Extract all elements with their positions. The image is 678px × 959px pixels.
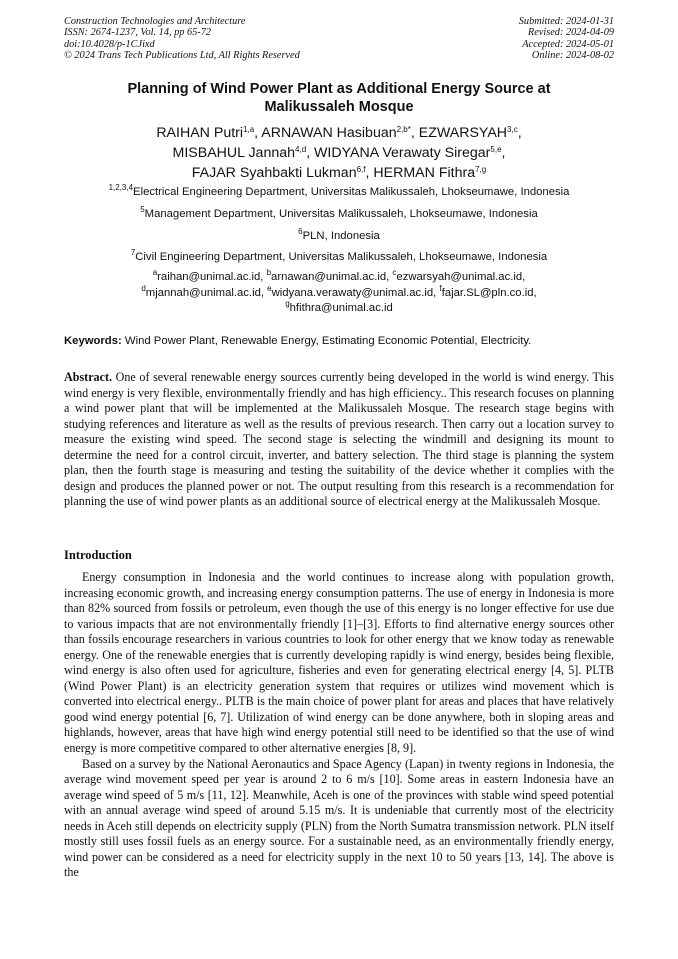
email-sup: a bbox=[152, 268, 158, 277]
author-name: ARNAWAN Hasibuan bbox=[261, 125, 397, 141]
author-sup: 7,g bbox=[475, 165, 487, 174]
author-name: HERMAN Fithra bbox=[373, 165, 476, 181]
email-address[interactable]: mjannah@unimal.ac.id, bbox=[145, 286, 268, 299]
keywords bbox=[64, 334, 614, 348]
email-address[interactable]: raihan@unimal.ac.id, bbox=[157, 271, 267, 283]
author-line-2 bbox=[64, 143, 614, 163]
author-sep: , bbox=[254, 125, 262, 141]
author-sup: 3,c bbox=[507, 125, 518, 134]
introduction-heading: Introduction bbox=[64, 548, 132, 562]
email-line-2 bbox=[64, 283, 614, 302]
author-name: RAIHAN Putri bbox=[156, 125, 244, 141]
affiliation bbox=[64, 207, 614, 221]
author-sup: 6,f bbox=[356, 165, 366, 174]
email-sup: c bbox=[392, 268, 397, 277]
author-name: MISBAHUL Jannah bbox=[172, 145, 296, 161]
author-line-1 bbox=[64, 123, 614, 143]
email-line-1 bbox=[64, 270, 614, 286]
email-sup: e bbox=[267, 283, 272, 293]
author-sup: 5,e bbox=[490, 145, 502, 154]
date-revised: Revised: 2024-04-09 bbox=[527, 27, 614, 39]
affiliation bbox=[64, 185, 614, 199]
date-accepted: Accepted: 2024-05-01 bbox=[522, 38, 614, 50]
email-sup: b bbox=[266, 268, 272, 277]
email-address[interactable]: hfithra@unimal.ac.id bbox=[289, 302, 393, 315]
journal-copyright: © 2024 Trans Tech Publications Ltd, All Rights Reserved bbox=[64, 50, 300, 62]
affiliation bbox=[64, 250, 614, 264]
journal-issn: ISSN: 2674-1237, Vol. 14, pp 65-72 bbox=[64, 27, 212, 39]
keywords-label: Keywords: bbox=[64, 335, 122, 347]
keywords-text: Wind Power Plant, Renewable Energy, Estimating Economic Potential, Electricity. bbox=[121, 335, 532, 347]
paragraph: Based on a survey by the National Aeronautics and Space Agency (Lapan) in twenty regions in Indonesia, the average wind movement speed per year is around 2 to 6 m/s [10]. Some areas in eastern Indonesia have an average wind speed of 5 m/s [11, 12]. Meanwhile, Aceh is one of the provinces with stable wind speed potential with an annual average wind speed of around 5.15 m/s. It is undeniable that currently most of the electricity needs in Aceh still depends on electricity supply (PLN) from the North Sumatra transmission network. PLN itself mostly still uses fossil fuels as an energy source. For a sustainable need, as an environmentally friendly energy, wind power can be considered as a need for electricity supply in the next 10 to 50 years [13, 14]. The above is the bbox=[64, 756, 614, 880]
journal-doi: doi:10.4028/p-1CJixd bbox=[64, 38, 155, 50]
title-line-2: Malikussaleh Mosque bbox=[264, 99, 414, 115]
date-submitted: Submitted: 2024-01-31 bbox=[518, 16, 614, 27]
email-sup: d bbox=[141, 283, 146, 293]
introduction-body bbox=[64, 570, 614, 881]
author-name: FAJAR Syahbakti Lukman bbox=[191, 165, 357, 181]
affiliation-sup: 1,2,3,4 bbox=[108, 183, 134, 192]
abstract bbox=[64, 370, 614, 510]
title-line-1: Planning of Wind Power Plant as Additional Energy Source at bbox=[127, 81, 551, 97]
author-sup: 4,d bbox=[295, 145, 307, 154]
date-online: Online: 2024-08-02 bbox=[531, 50, 614, 62]
affiliation-text: PLN, Indonesia bbox=[302, 230, 380, 242]
affiliation-text: Civil Engineering Department, Universitas Malikussaleh, Lhokseumawe, Indonesia bbox=[135, 251, 548, 263]
author-name: EZWARSYAH bbox=[418, 125, 508, 141]
abstract-text: One of several renewable energy sources currently being developed in the world is wind energy. This wind energy is very flexible, environmentally friendly and has high efficiency.. This research focuses on planning a wind power plant that will be implemented at the Malikussaleh Mosque. The research stage begins with studying references and literature as well as the results of previous research. Then carry out a location survey to measure the existing wind speed. The second stage is selecting the windmill and designing its mount to determine the need for a control circuit, inverter, and battery selection. The third stage is planning the system plan, then the fourth stage is measuring and testing the suitability of the device whether it complies with the design and produces the planned power or not. The output resulting from this research is a recommendation for planning the use of wind power plants as an additional source of electrical energy at the Malikussaleh Mosque. bbox=[64, 370, 614, 509]
email-line-3 bbox=[64, 301, 614, 317]
affiliation-sup: 5 bbox=[140, 205, 145, 214]
email-sup: g bbox=[285, 299, 290, 309]
affiliation-sup: 7 bbox=[130, 248, 136, 257]
author-sep: , bbox=[306, 145, 315, 161]
email-address[interactable]: widyana.verawaty@unimal.ac.id, bbox=[271, 286, 440, 299]
publication-dates bbox=[519, 16, 614, 62]
author-sep: , bbox=[501, 145, 506, 161]
email-list bbox=[64, 270, 614, 317]
journal-info bbox=[64, 16, 300, 62]
email-sup: f bbox=[439, 283, 442, 293]
affiliation bbox=[64, 229, 614, 243]
abstract-label: Abstract. bbox=[64, 370, 113, 384]
paper-title bbox=[64, 80, 614, 116]
author-sep: , bbox=[365, 165, 374, 181]
affiliation-text: Management Department, Universitas Malikussaleh, Lhokseumawe, Indonesia bbox=[144, 208, 538, 220]
author-sep: , bbox=[410, 125, 419, 141]
email-address[interactable]: fajar.SL@pln.co.id, bbox=[441, 286, 537, 299]
journal-name: Construction Technologies and Architecture bbox=[64, 16, 246, 27]
author-sep: , bbox=[517, 125, 522, 141]
author-sup: 2,b* bbox=[396, 125, 411, 134]
paragraph: Energy consumption in Indonesia and the world continues to increase along with population growth, increasing economic growth, and increasing energy consumption patterns. The use of energy in Indonesia is more than 82% sourced from fossils or petroleum, even though the use of this energy is no longer effective for use due to various impacts that are not environmentally friendly [1]–[3]. Efforts to find alternative energy sources other than fossils encourage researchers in various countries to look for other energy that we know today as renewable energy. One of the renewable energies that is currently developing rapidly is wind energy, besides being flexible, wind energy is also often used for agriculture, fisheries and even for generating electrical energy [4, 5]. PLTB (Wind Power Plant) is an electricity generation system that requires or utilizes wind movement which is converted into electrical energy.. PLTB is the main choice of power plant for areas and places that have relatively good wind energy potential [6, 7]. Utilization of wind energy can be done anywhere, both in sloping areas and highlands, however, areas that have high wind energy potential still need to be identified so that the use of wind energy is more competitive compared to other alternative energies [8, 9]. bbox=[64, 570, 614, 756]
author-line-3 bbox=[64, 163, 614, 183]
email-address[interactable]: arnawan@unimal.ac.id, bbox=[271, 271, 393, 283]
author-sup: 1,a bbox=[243, 125, 255, 134]
author-name: WIDYANA Verawaty Siregar bbox=[314, 145, 491, 161]
email-address[interactable]: ezwarsyah@unimal.ac.id, bbox=[396, 271, 526, 283]
affiliation-sup: 6 bbox=[298, 227, 303, 236]
author-list bbox=[64, 123, 614, 183]
affiliation-text: Electrical Engineering Department, Universitas Malikussaleh, Lhokseumawe, Indonesia bbox=[133, 186, 570, 198]
